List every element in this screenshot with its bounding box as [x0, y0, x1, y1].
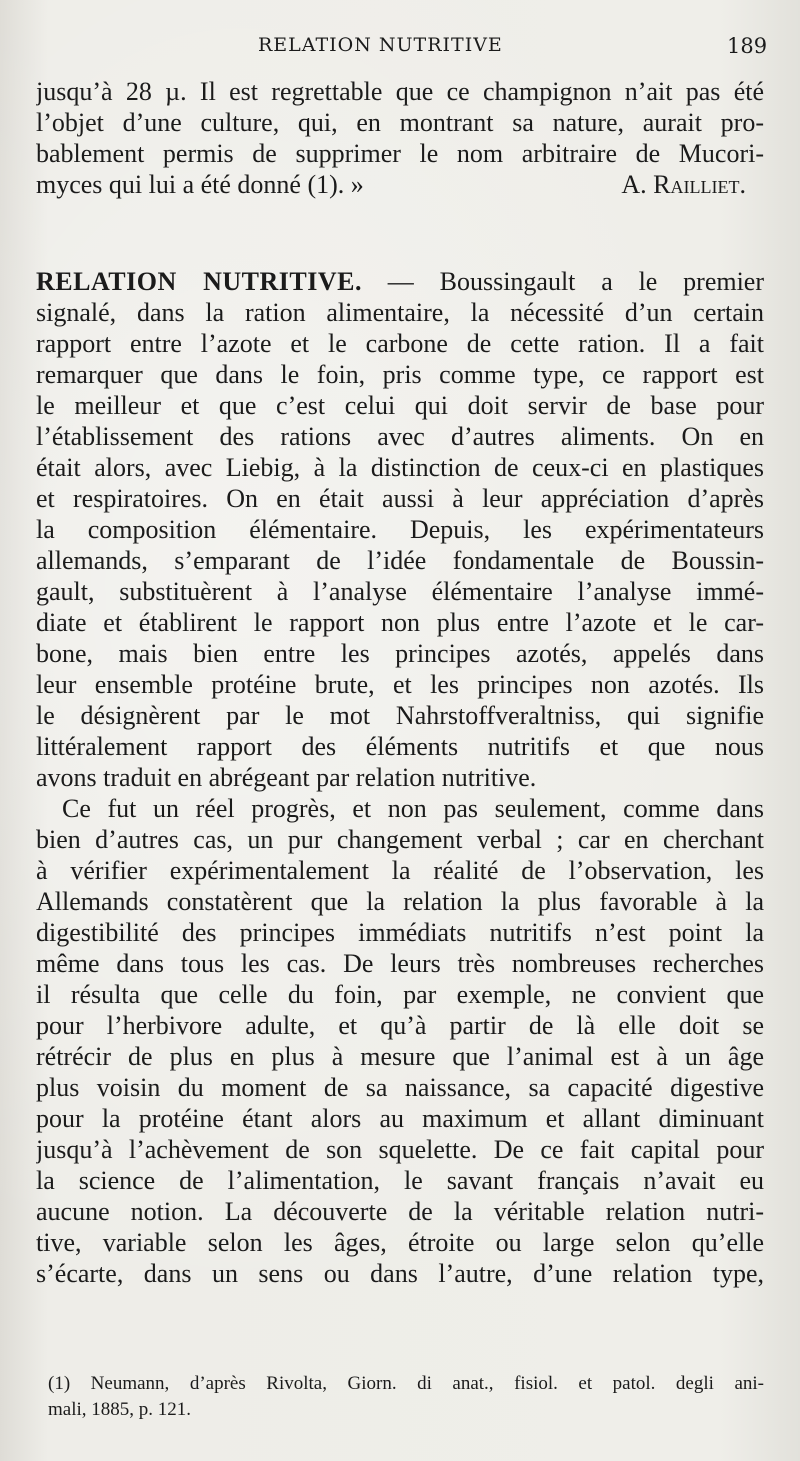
- page-number: 189: [727, 34, 768, 58]
- text-line: littéralement rapport des éléments nutritifs et que nous: [36, 732, 764, 761]
- text-line: pour la protéine étant alors au maximum et allant diminuant: [36, 1104, 764, 1133]
- entry-heading-rest: — Boussingault a le premier: [361, 267, 764, 296]
- text-line: gault, substituèrent à l’analyse élémentaire l’analyse immé-: [36, 577, 764, 606]
- body-text: [36, 74, 764, 1289]
- text-line: s’écarte, dans un sens ou dans l’autre, d’une relation type,: [36, 1259, 764, 1288]
- text-line: avons traduit en abrégeant par relation nutritive.: [36, 763, 537, 792]
- quote-closing-line: [36, 169, 764, 200]
- text-line: myces qui lui a été donné (1). »: [36, 170, 364, 199]
- entry-heading-line: [36, 266, 764, 297]
- entry-heading: RELATION NUTRITIVE.: [36, 267, 362, 296]
- footnote-line: mali, 1885, p. 121.: [48, 1399, 192, 1420]
- text-line: pour l’herbivore adulte, et qu’à partir de là elle doit se: [36, 1011, 764, 1040]
- text-line: même dans tous les cas. De leurs très nombreuses recherches: [36, 949, 764, 978]
- text-line: la composition élémentaire. Depuis, les expérimentateurs: [36, 515, 764, 544]
- text-line: diate et établirent le rapport non plus entre l’azote et le car-: [36, 608, 764, 637]
- text-line: remarquer que dans le foin, pris comme type, ce rapport est: [36, 360, 764, 389]
- page-header: [0, 30, 800, 66]
- footnote: [48, 1371, 764, 1423]
- text-line: Allemands constatèrent que la relation la plus favorable à la: [36, 887, 764, 916]
- text-line: à vérifier expérimentalement la réalité de l’observation, les: [36, 856, 764, 885]
- text-line: et respiratoires. On en était aussi à leur appréciation d’après: [36, 484, 764, 513]
- footnote-line: (1) Neumann, d’après Rivolta, Giorn. di anat., fisiol. et patol. degli ani-: [48, 1373, 764, 1394]
- text-line: il résulta que celle du foin, par exemple, ne convient que: [36, 980, 764, 1009]
- paragraph-railliet-quote: [36, 76, 764, 200]
- text-line: bablement permis de supprimer le nom arbitraire de Mucori-: [36, 139, 764, 168]
- paragraph-relation-nutritive: [36, 266, 764, 793]
- text-line: jusqu’à 28 µ. Il est regrettable que ce champignon n’ait pas été: [36, 77, 764, 106]
- text-line: bone, mais bien entre les principes azotés, appelés dans: [36, 639, 764, 668]
- text-line: rétrécir de plus en plus à mesure que l’animal est à un âge: [36, 1042, 764, 1071]
- section-spacer: [36, 200, 764, 266]
- text-line: le désignèrent par le mot Nahrstoffveraltniss, qui signifie: [36, 701, 764, 730]
- text-line: plus voisin du moment de sa naissance, sa capacité digestive: [36, 1073, 764, 1102]
- text-line: allemands, s’emparant de l’idée fondamentale de Boussin-: [36, 546, 764, 575]
- text-line: leur ensemble protéine brute, et les principes non azotés. Ils: [36, 670, 764, 699]
- paragraph-progres: [36, 793, 764, 1289]
- text-line: le meilleur et que c’est celui qui doit servir de base pour: [36, 391, 764, 420]
- text-line: la science de l’alimentation, le savant français n’avait eu: [36, 1166, 764, 1195]
- text-line: l’objet d’une culture, qui, en montrant sa nature, aurait pro-: [36, 108, 764, 137]
- text-line: Ce fut un réel progrès, et non pas seulement, comme dans: [62, 794, 764, 823]
- text-line: aucune notion. La découverte de la véritable relation nutri-: [36, 1197, 764, 1226]
- text-line: l’établissement des rations avec d’autres aliments. On en: [36, 422, 764, 451]
- author-signature: A. Railliet.: [621, 170, 746, 199]
- text-line: digestibilité des principes immédiats nutritifs n’est point la: [36, 918, 764, 947]
- running-title: RELATION NUTRITIVE: [258, 34, 503, 56]
- text-line: tive, variable selon les âges, étroite ou large selon qu’elle: [36, 1228, 764, 1257]
- text-line: jusqu’à l’achèvement de son squelette. De ce fait capital pour: [36, 1135, 764, 1164]
- text-line: était alors, avec Liebig, à la distinction de ceux-ci en plastiques: [36, 453, 764, 482]
- text-line: signalé, dans la ration alimentaire, la nécessité d’un certain: [36, 298, 764, 327]
- text-line: bien d’autres cas, un pur changement verbal ; car en cherchant: [36, 825, 764, 854]
- text-line: rapport entre l’azote et le carbone de cette ration. Il a fait: [36, 329, 764, 358]
